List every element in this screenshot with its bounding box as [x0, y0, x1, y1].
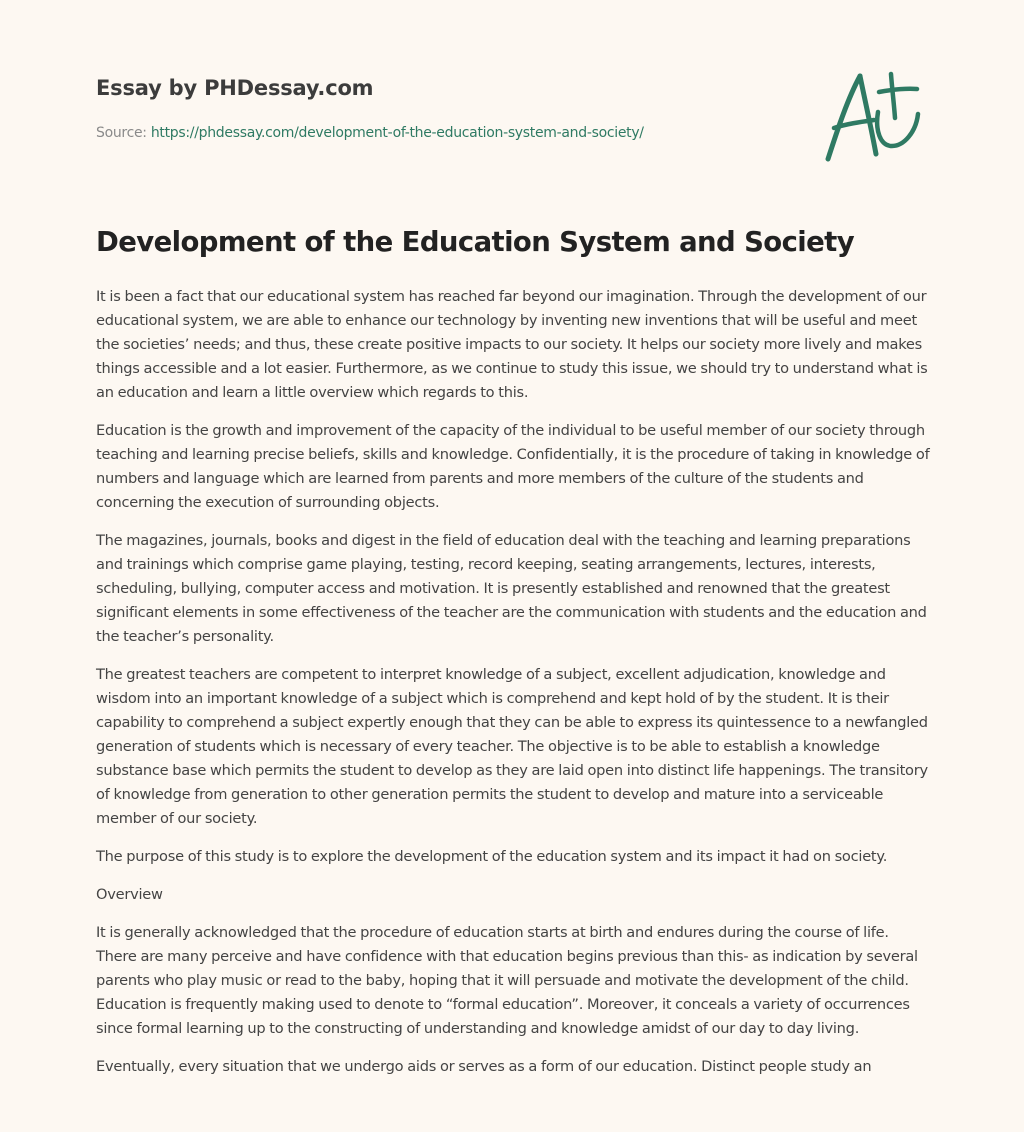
paragraph: The purpose of this study is to explore the development of the education system and its impact it had on society. — [96, 848, 888, 865]
paragraph: The greatest teachers are competent to interpret knowledge of a subject, excellent adjudication, knowledge and wisdom into an important knowledge of a subject which is comprehend and kept hold of by the student. It is their capability to comprehend a subject expertly enough that they can be able to express its quintessence to a newfangled generation of students which is necessary of every teacher. The objective is to be able to establish a knowledge substance base which permits the student to develop as they are laid open into distinct life happenings. The transitory of knowledge from generation to other generation permits the student to develop and mature into a serviceable member of our society. — [96, 666, 928, 827]
paragraph: The magazines, journals, books and digest in the field of education deal with the teaching and learning preparations and trainings which comprise game playing, testing, record keeping, seating arrangements, lectures, interests, scheduling, bullying, computer access and motivation. It is presently established and renowned that the greatest significant elements in some effectiveness of the teacher are the communication with students and the education and the teacher’s personality. — [96, 532, 927, 645]
a-plus-grade-icon — [818, 66, 928, 166]
article-title: Development of the Education System and Society — [96, 226, 855, 258]
paragraph: Education is the growth and improvement of the capacity of the individual to be useful member of our society through teaching and learning precise beliefs, skills and knowledge. Confidentially, it is the procedure of taking in knowledge of numbers and language which are learned from parents and more members of the culture of the students and concerning the execution of surrounding objects. — [96, 422, 930, 511]
paragraph: It is been a fact that our educational system has reached far beyond our imagination. Through the development of our educational system, we are able to enhance our technology by inventing new inventions that will be useful and meet the societies’ needs; and thus, these create positive impacts to our society. It helps our society more lively and makes things accessible and a lot easier. Furthermore, as we continue to study this issue, we should try to understand what is an education and learn a little overview which regards to this. — [96, 288, 928, 401]
essay-header — [96, 76, 736, 141]
brand-title: Essay by PHDessay.com — [96, 76, 374, 100]
section-heading: Overview — [96, 886, 163, 903]
source-label: Source: — [96, 125, 151, 141]
paragraph: Eventually, every situation that we undergo aids or serves as a form of our education. Distinct people study an — [96, 1058, 872, 1075]
article-body — [96, 285, 932, 1093]
source-link[interactable]: https://phdessay.com/development-of-the-education-system-and-society/ — [150, 125, 644, 141]
paragraph: It is generally acknowledged that the procedure of education starts at birth and endures during the course of life. There are many perceive and have confidence with that education begins previous than this- as indication by several parents who play music or read to the baby, hoping that it will persuade and motivate the development of the child. Education is frequently making used to denote to “formal education”. Moreover, it conceals a variety of occurrences since formal learning up to the constructing of understanding and knowledge amidst of our day to day living. — [96, 924, 918, 1037]
source-line — [96, 125, 644, 141]
